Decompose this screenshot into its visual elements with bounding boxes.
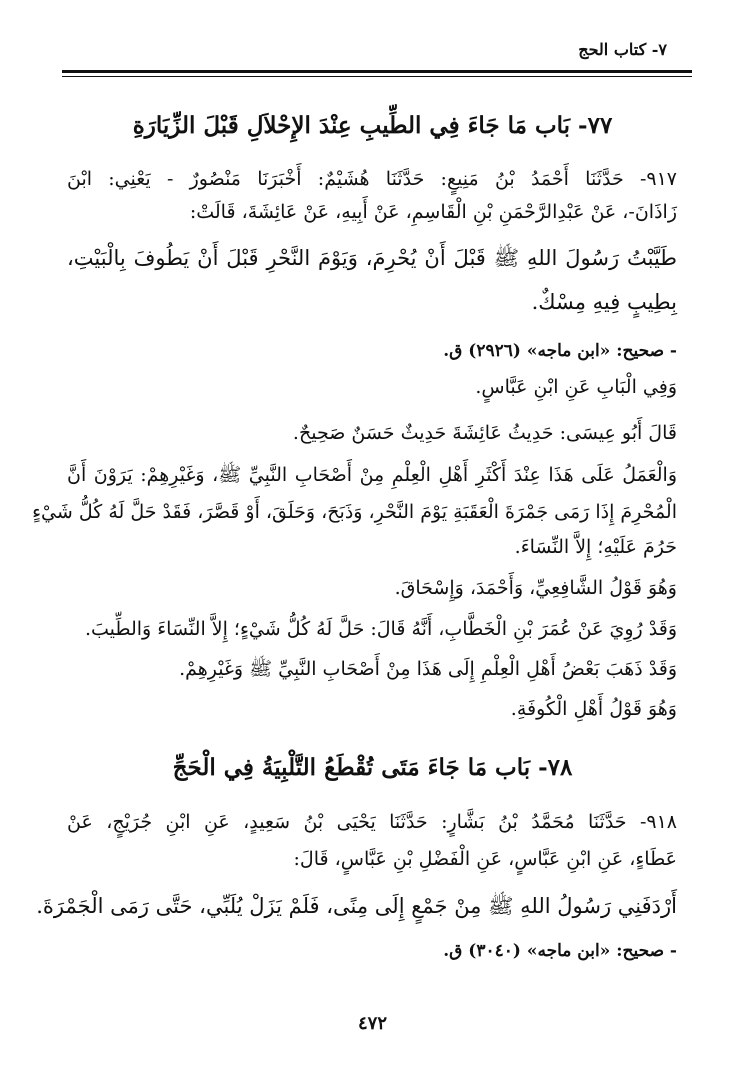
note-chapter-reference: وَفِي الْبَابِ عَنِ ابْنِ عَبَّاسٍ.	[475, 376, 677, 398]
practice-line-3: حَرُمَ عَلَيْهِ؛ إِلاَّ النِّسَاءَ.	[514, 536, 677, 558]
opinion-shafii: وَهُوَ قَوْلُ الشَّافِعِيِّ، وَأَحْمَدَ، وَإِسْحَاقَ.	[394, 577, 677, 599]
hadith-917-grading: - صحيح: «ابن ماجه» (٢٩٢٦) ق.	[443, 341, 677, 361]
hadith-917-isnad-line-2: زَاذَانَ-، عَنْ عَبْدِالرَّحْمَنِ بْنِ الْقَاسِمِ، عَنْ أَبِيهِ، عَنْ عَائِشَةَ، قَالَتْ:	[189, 201, 677, 223]
hadith-917-matn-line-1: طَيَّبْتُ رَسُولَ اللهِ ﷺ قَبْلَ أَنْ يُحْرِمَ، وَيَوْمَ النَّحْرِ قَبْلَ أَنْ يَطُوفَ بِالْبَيْتِ،	[67, 246, 677, 270]
hadith-918-matn: أَرْدَفَنِي رَسُولُ اللهِ ﷺ مِنْ جَمْعٍ إِلَى مِنًى، فَلَمْ يَزَلْ يُلَبِّي، حَتَّى رَمَى الْجَمْرَةَ.	[36, 894, 677, 918]
practice-line-2: الْمُحْرِمَ إِذَا رَمَى جَمْرَةَ الْعَقَبَةِ يَوْمَ النَّحْرِ، وَذَبَحَ، وَحَلَقَ، أَوْ قَصَّرَ، فَقَدْ حَلَّ لَهُ كُلُّ شَيْءٍ	[32, 501, 677, 523]
hadith-918-isnad-line-2: عَطَاءٍ، عَنِ ابْنِ عَبَّاسٍ، عَنِ الْفَضْلِ بْنِ عَبَّاسٍ، قَالَ:	[293, 848, 677, 870]
running-header: ٧- كتاب الحج	[578, 40, 667, 59]
practice-line-1: وَالْعَمَلُ عَلَى هَذَا عِنْدَ أَكْثَرِ أَهْلِ الْعِلْمِ مِنْ أَصْحَابِ النَّبِيِّ ﷺ، وَغَيْرِهِمْ: يَرَوْنَ أَنَّ	[67, 464, 677, 486]
opinion-kufa: وَهُوَ قَوْلُ أَهْلِ الْكُوفَةِ.	[510, 698, 677, 720]
hadith-917-matn-line-2: بِطِيبٍ فِيهِ مِسْكٌ.	[531, 290, 677, 314]
header-rule-thick	[62, 70, 692, 73]
opinion-umar: وَقَدْ رُوِيَ عَنْ عُمَرَ بْنِ الْخَطَّابِ، أَنَّهُ قَالَ: حَلَّ لَهُ كُلُّ شَيْءٍ؛ إِلاَّ النِّسَاءَ وَالطِّيبَ.	[84, 618, 677, 640]
hadith-917-isnad-line-1: ٩١٧- حَدَّثَنَا أَحْمَدُ بْنُ مَنِيعٍ: حَدَّثَنَا هُشَيْمٌ: أَخْبَرَنَا مَنْصُورٌ - يَعْنِي: ابْنَ	[67, 168, 677, 190]
hadith-918-isnad-line-1: ٩١٨- حَدَّثَنَا مُحَمَّدُ بْنُ بَشَّارٍ: حَدَّثَنَا يَحْيَى بْنُ سَعِيدٍ، عَنِ ابْنِ جُرَيْجٍ، عَنْ	[67, 811, 677, 833]
hadith-918-grading: - صحيح: «ابن ماجه» (٣٠٤٠) ق.	[443, 941, 677, 961]
header-rule-thin	[62, 76, 692, 77]
opinion-some-scholars: وَقَدْ ذَهَبَ بَعْضُ أَهْلِ الْعِلْمِ إِلَى هَذَا مِنْ أَصْحَابِ النَّبِيِّ ﷺ وَغَيْرِهِمْ.	[179, 658, 677, 680]
page-number: ٤٧٢	[357, 1013, 387, 1034]
chapter-78-title: ٧٨- بَاب مَا جَاءَ مَتَى تُقْطَعُ التَّلْبِيَةُ فِي الْحَجِّ	[172, 754, 573, 781]
chapter-77-title: ٧٧- بَاب مَا جَاءَ فِي الطِّيبِ عِنْدَ الإِحْلاَلِ قَبْلَ الزِّيَارَةِ	[132, 112, 613, 139]
note-abu-isa-ruling: قَالَ أَبُو عِيسَى: حَدِيثُ عَائِشَةَ حَدِيثٌ حَسَنٌ صَحِيحٌ.	[292, 422, 677, 444]
